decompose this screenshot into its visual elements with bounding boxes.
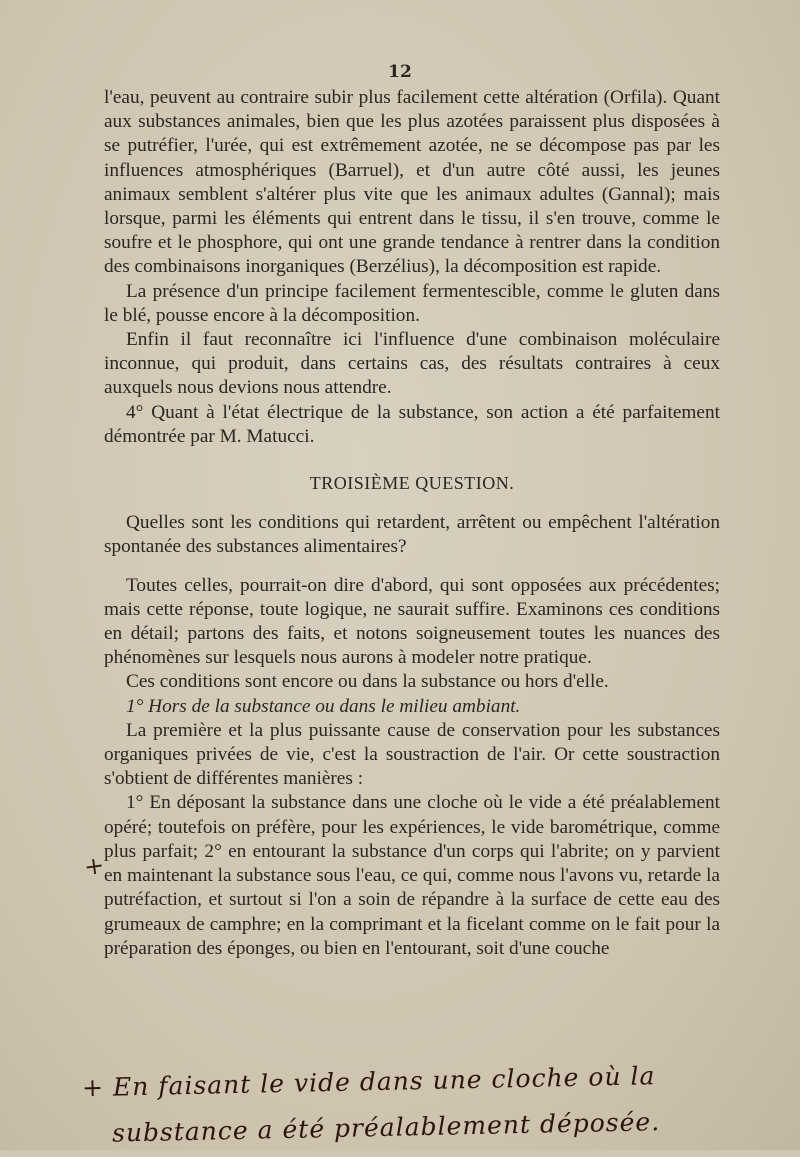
handwritten-margin-mark: + <box>82 850 106 882</box>
page-number: 12 <box>388 62 412 82</box>
handwritten-note <box>82 1058 772 1150</box>
body-text <box>104 86 720 961</box>
paragraph-gluten: La présence d'un principe facilement fermentescible, comme le gluten dans le blé, pousse encore à la décomposition. <box>104 280 720 326</box>
paragraph-soustraction-air: La première et la plus puissante cause de conservation pour les substances organiques privées de vie, c'est la soustraction de l'air. Or cette soustraction s'obtient de différentes manières : <box>104 719 720 790</box>
paragraph-toutes-celles: Toutes celles, pourrait-on dire d'abord, qui sont opposées aux précédentes; mais cette réponse, toute logique, ne saurait suffire. Examinons ces conditions en détail; partons des faits, et notons soigneusement toutes les nuances des phénomènes sur lesquels nous aurons à modeler notre pratique. <box>104 574 720 669</box>
paragraph-orfila: l'eau, peuvent au contraire subir plus facilement cette altération (Orfila). Quant aux substances animales, bien que les plus azotées paraissent plus disposées à se putréfier, l'urée, qui est extrêmement azotée, ne se décompose pas par les influences atmosphériques (Barruel), et d'un autre côté aussi, les jeunes animaux semblent s'altérer plus vite que les animaux adultes (Gannal); mais lorsque, parmi les éléments qui entrent dans le tissu, il s'en trouve, comme le soufre et le phosphore, qui ont une grande tendance à rentrer dans la condition des combinaisons inorganiques (Berzélius), la décomposition est rapide. <box>104 87 720 278</box>
subheading-hors-substance: 1° Hors de la substance ou dans le milieu ambiant. <box>126 695 521 717</box>
paragraph-combinaison: Enfin il faut reconnaître ici l'influence d'une combinaison moléculaire inconnue, qui produit, dans certains cas, des résultats contraires à ceux auxquels nous devions nous attendre. <box>104 329 720 399</box>
section-heading: TROISIÈME QUESTION. <box>309 473 515 494</box>
paragraph-cloche: 1° En déposant la substance dans une cloche où le vide a été préalablement opéré; toutefois on préfère, pour les expériences, le vide barométrique, comme plus parfait; 2° en entourant la substance d'un corps qui l'abrite; on y parvient en maintenant la substance sous l'eau, ce qui, comme nous l'avons vu, retarde la putréfaction, et surtout si l'on a soin de répandre à la surface de cette eau des grumeaux de camphre; en la comprimant et la ficelant comme on le fait pour la préparation des éponges, ou bien en l'entourant, soit d'une couche <box>104 792 720 959</box>
handwritten-note-line-2: substance a été préalablement déposée. <box>111 1107 661 1148</box>
paragraph-electrique: 4° Quant à l'état électrique de la substance, son action a été parfaitement démontrée par M. Matucci. <box>104 401 720 447</box>
paragraph-conditions: Ces conditions sont encore ou dans la substance ou hors d'elle. <box>126 671 609 693</box>
question-text: Quelles sont les conditions qui retardent, arrêtent ou empêchent l'altération spontanée des substances alimentaires? <box>104 512 720 558</box>
handwritten-note-line-1: + En faisant le vide dans une cloche où la <box>81 1061 656 1103</box>
